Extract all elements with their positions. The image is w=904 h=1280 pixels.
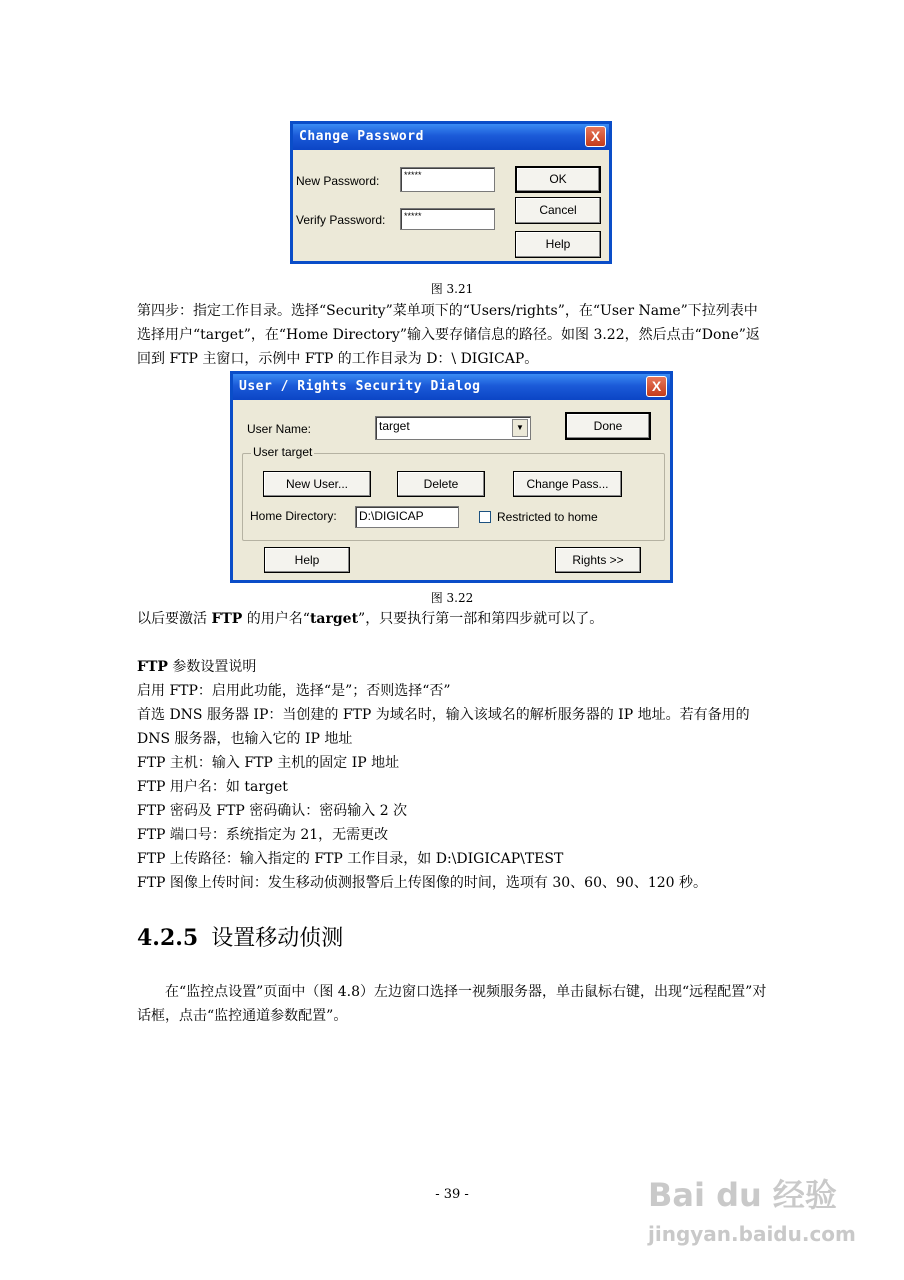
change-password-dialog	[290, 121, 612, 264]
dialog-title: User / Rights Security Dialog	[239, 379, 481, 394]
user-rights-dialog	[230, 371, 673, 583]
user-name-label: User Name:	[247, 422, 312, 436]
home-directory-field[interactable]: D:\DIGICAP	[355, 506, 459, 528]
dialog-titlebar[interactable]	[293, 124, 609, 150]
dialog-titlebar[interactable]	[233, 374, 670, 400]
baidu-watermark-logo	[648, 1170, 878, 1246]
list-item: 首选 DNS 服务器 IP：当创建的 FTP 为域名时，输入该域名的解析服务器的 IP 地址。若有备用的 DNS 服务器，也输入它的 IP 地址	[137, 707, 750, 747]
rights-button[interactable]: Rights >>	[555, 547, 641, 573]
list-item: FTP 主机：输入 FTP 主机的固定 IP 地址	[137, 755, 400, 771]
ftp-title-rest: 参数设置说明	[167, 659, 257, 675]
user-group-box	[242, 445, 665, 541]
list-item: FTP 上传路径：输入指定的 FTP 工作目录，如 D:\DIGICAP\TEST	[137, 851, 564, 867]
list-item: FTP 图像上传时间：发生移动侦测报警后上传图像的时间，选项有 30、60、90、120 秒。	[137, 875, 707, 891]
activate-text: ”，只要执行第一部和第四步就可以了。	[358, 611, 604, 627]
watermark-url: jingyan.baidu.com	[648, 1222, 856, 1246]
verify-password-label: Verify Password:	[296, 213, 386, 227]
close-icon[interactable]: X	[646, 376, 667, 397]
group-label: User target	[253, 445, 313, 459]
activate-paragraph	[137, 607, 769, 631]
list-item: FTP 端口号：系统指定为 21，无需更改	[137, 827, 389, 843]
new-password-field[interactable]: *****	[400, 167, 495, 192]
change-pass-button[interactable]: Change Pass...	[513, 471, 622, 497]
help-button[interactable]: Help	[264, 547, 350, 573]
verify-password-field[interactable]: *****	[400, 208, 495, 230]
page-number: - 39 -	[435, 1187, 469, 1202]
restricted-label: Restricted to home	[497, 510, 598, 524]
figure-caption: 图 3.21	[430, 282, 474, 296]
user-name-select[interactable]	[375, 416, 531, 440]
section-title: 设置移动侦测	[211, 926, 344, 951]
cancel-button[interactable]: Cancel	[515, 197, 601, 224]
section-heading	[137, 921, 343, 952]
activate-text: 的用户名“	[242, 611, 310, 627]
step4-paragraph: 第四步：指定工作目录。选择“Security”菜单项下的“Users/rights”，在“User Name”下拉列表中选择用户“target”，在“Home Directory”输入要存储信息的路径。如图 3.22，然后点击“Done”返回到 FTP 主窗口，示例中 FTP 的工作目录为 D：\ DIGICAP。	[137, 303, 760, 367]
ftp-section-title	[137, 655, 256, 679]
figure-caption: 图 3.22	[430, 591, 474, 605]
close-icon[interactable]: X	[585, 126, 606, 147]
activate-text-bold: target	[309, 611, 359, 627]
done-button[interactable]: Done	[565, 412, 651, 440]
section-number: 4.2.5	[137, 925, 199, 951]
list-item: 启用 FTP：启用此功能，选择“是”；否则选择“否”	[137, 683, 451, 699]
restricted-checkbox[interactable]	[479, 511, 491, 523]
new-password-label: New Password:	[296, 174, 380, 188]
ftp-title-bold: FTP	[137, 659, 168, 675]
new-user-button[interactable]: New User...	[263, 471, 371, 497]
section-paragraph: 在“监控点设置”页面中（图 4.8）左边窗口选择一视频服务器，单击鼠标右键，出现“远程配置”对话框，点击“监控通道参数配置”。	[137, 984, 767, 1024]
activate-text: 以后要激活	[137, 611, 212, 627]
activate-text-bold: FTP	[211, 611, 243, 627]
list-item: FTP 用户名：如 target	[137, 779, 288, 795]
home-directory-label: Home Directory:	[250, 509, 337, 523]
list-item: FTP 密码及 FTP 密码确认：密码输入 2 次	[137, 803, 408, 819]
watermark-brand: Bai du 经验	[648, 1176, 837, 1214]
dialog-title: Change Password	[299, 129, 424, 144]
user-name-value: target	[379, 419, 410, 433]
delete-button[interactable]: Delete	[397, 471, 485, 497]
chevron-down-icon[interactable]: ▼	[512, 419, 528, 437]
help-button[interactable]: Help	[515, 231, 601, 258]
ftp-settings-list	[137, 679, 769, 895]
ok-button[interactable]: OK	[515, 166, 601, 193]
